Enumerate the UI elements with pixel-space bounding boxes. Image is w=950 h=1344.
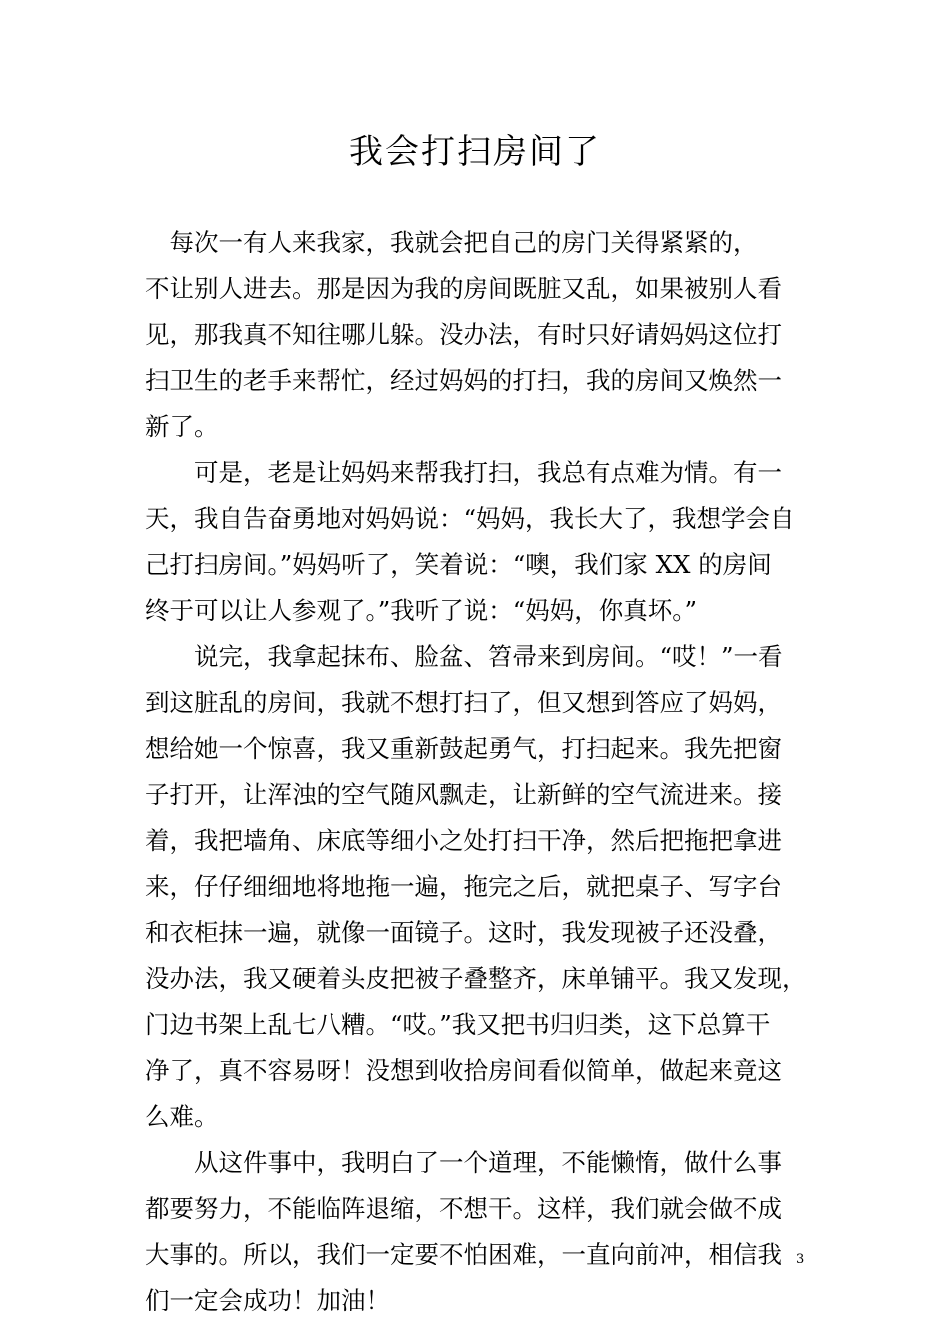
text-line: 从这件事中，我明白了一个道理，不能懒惰，做什么事 xyxy=(145,1148,782,1177)
text-line: 扫卫生的老手来帮忙，经过妈妈的打扫，我的房间又焕然一 xyxy=(145,366,782,395)
text-line: 和衣柜抹一遍，就像一面镜子。这时，我发现被子还没叠， xyxy=(145,918,782,947)
text-line: 说完，我拿起抹布、脸盆、笤帚来到房间。“哎！”一看 xyxy=(145,642,783,671)
text-line: 新了。 xyxy=(145,412,219,441)
text-line: 门边书架上乱七八糟。“哎。”我又把书归归类，这下总算干 xyxy=(145,1010,771,1039)
text-line: 每次一有人来我家，我就会把自己的房门关得紧紧的， xyxy=(145,228,758,257)
text-line: 都要努力，不能临阵退缩，不想干。这样，我们就会做不成 xyxy=(145,1194,782,1223)
text-line: 见，那我真不知往哪儿躲。没办法，有时只好请妈妈这位打 xyxy=(145,320,782,349)
text-line: 不让别人进去。那是因为我的房间既脏又乱，如果被别人看 xyxy=(145,274,782,303)
page-title: 我会打扫房间了 xyxy=(349,132,601,172)
text-line: 想给她一个惊喜，我又重新鼓起勇气，打扫起来。我先把窗 xyxy=(145,734,782,763)
text-line: 大事的。所以，我们一定要不怕困难，一直向前冲，相信我 xyxy=(145,1240,782,1269)
text-line: 终于可以让人参观了。”我听了说：“妈妈，你真坏。” xyxy=(145,596,698,625)
text-line: 没办法，我又硬着头皮把被子叠整齐，床单铺平。我又发现， xyxy=(145,964,807,993)
text-line: 么难。 xyxy=(145,1102,219,1131)
text-line: 来，仔仔细细地将地拖一遍，拖完之后，就把桌子、写字台 xyxy=(145,872,782,901)
text-line: 到这脏乱的房间，我就不想打扫了，但又想到答应了妈妈， xyxy=(145,688,782,717)
text-line: 净了，真不容易呀！没想到收拾房间看似简单，做起来竟这 xyxy=(145,1056,782,1085)
page-number: 3 xyxy=(796,1252,805,1267)
text-line: 可是，老是让妈妈来帮我打扫，我总有点难为情。有一 xyxy=(145,458,782,487)
text-line: 着，我把墙角、床底等细小之处打扫干净，然后把拖把拿进 xyxy=(145,826,782,855)
essay-body xyxy=(145,220,809,1324)
text-line: 天，我自告奋勇地对妈妈说：“妈妈，我长大了，我想学会自 xyxy=(145,504,795,533)
text-line: 们一定会成功！加油！ xyxy=(145,1286,390,1315)
text-line: 子打开，让浑浊的空气随风飘走，让新鲜的空气流进来。接 xyxy=(145,780,782,809)
text-line: 己打扫房间。”妈妈听了，笑着说：“噢，我们家 XX 的房间 xyxy=(145,550,772,579)
